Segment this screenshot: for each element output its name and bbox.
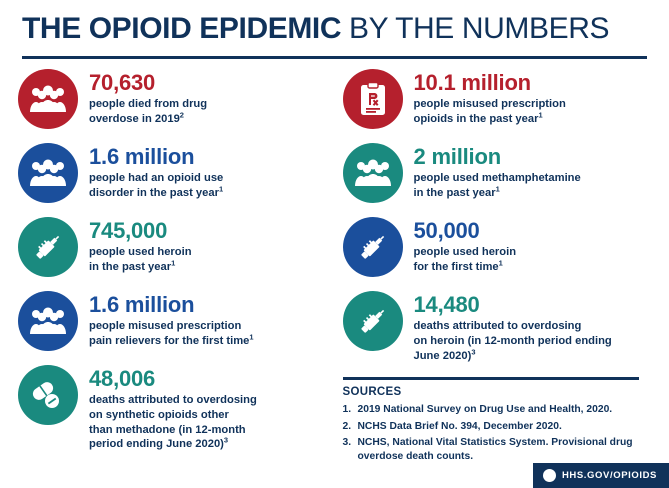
stat-description <box>414 319 612 363</box>
stat-text <box>89 217 192 275</box>
stat-desc-line: deaths attributed to overdosing <box>413 320 582 333</box>
stat-footnote-ref: 1 <box>538 110 543 120</box>
stat-item <box>343 291 652 363</box>
stat-desc-line: in the past year <box>89 260 172 273</box>
sources-heading: SOURCES <box>342 386 402 399</box>
stat-number: 1.6 million <box>89 144 195 169</box>
pills-icon <box>30 380 66 410</box>
stat-badge <box>343 143 403 203</box>
stat-desc-line: on heroin (in 12-month period ending <box>413 334 612 347</box>
stat-item <box>18 365 329 452</box>
footer-label: HHS.GOV/OPIOIDS <box>561 470 657 481</box>
source-number: 3. <box>342 436 352 448</box>
stat-footnote-ref: 1 <box>495 184 500 194</box>
stat-desc-line: people used heroin <box>89 246 192 259</box>
stat-text <box>89 365 257 452</box>
syringe-icon <box>30 229 66 265</box>
stat-item <box>18 291 329 351</box>
stat-description <box>89 393 257 452</box>
stat-item <box>18 143 329 203</box>
stat-desc-line: pain relievers for the first time <box>89 334 250 347</box>
stat-description <box>414 245 517 275</box>
sources-divider <box>343 377 639 380</box>
stat-number: 10.1 million <box>413 70 531 95</box>
source-item <box>343 420 652 434</box>
stat-footnote-ref: 3 <box>223 435 229 445</box>
stat-description <box>89 97 207 127</box>
sources-block <box>343 377 652 464</box>
stat-text <box>89 291 254 349</box>
stat-desc-line: period ending June 2020) <box>89 438 224 451</box>
source-item <box>343 403 652 417</box>
stat-footnote-ref: 1 <box>218 184 224 194</box>
stat-number: 48,006 <box>89 366 156 391</box>
stat-description <box>89 245 192 275</box>
source-item <box>343 436 652 464</box>
people-group-icon <box>29 306 67 336</box>
stat-desc-line: deaths attributed to overdosing <box>89 394 257 407</box>
stat-text <box>89 69 207 127</box>
source-text: 2019 National Survey on Drug Use and Health, 2020. <box>357 404 613 416</box>
stat-desc-line: people had an opioid use <box>89 172 224 185</box>
clipboard-prescription-icon <box>357 81 389 117</box>
stat-description <box>414 97 566 127</box>
hhs-logo-icon <box>543 469 556 482</box>
stat-footnote-ref: 2 <box>179 110 184 120</box>
stat-footnote-ref: 1 <box>171 258 176 268</box>
stat-desc-line: opioids in the past year <box>413 112 539 125</box>
stat-badge <box>18 69 78 129</box>
syringe-icon <box>355 229 391 265</box>
source-text: NCHS Data Brief No. 394, December 2020. <box>357 420 562 432</box>
stat-number: 2 million <box>413 144 501 169</box>
stat-footnote-ref: 1 <box>498 258 503 268</box>
stat-desc-line: people misused prescription <box>89 320 242 333</box>
stat-desc-line: people died from drug <box>89 98 208 111</box>
people-group-icon <box>354 158 392 188</box>
stat-footnote-ref: 1 <box>249 332 254 342</box>
stat-desc-line: people used methamphetamine <box>413 172 581 185</box>
stat-badge <box>18 291 78 351</box>
stat-desc-line: people used heroin <box>413 246 517 259</box>
stat-badge <box>18 365 78 425</box>
source-number: 1. <box>342 404 352 416</box>
syringe-icon <box>355 303 391 339</box>
stat-desc-line: for the first time <box>413 260 499 273</box>
source-text: NCHS, National Vital Statistics System. Provisional drug overdose death counts. <box>357 436 633 463</box>
stat-number: 14,480 <box>413 292 480 317</box>
stat-badge <box>343 291 403 351</box>
stat-text <box>414 217 517 275</box>
stat-desc-line: people misused prescription <box>413 98 566 111</box>
stats-column-left <box>18 69 335 466</box>
stat-desc-line: on synthetic opioids other <box>89 408 229 421</box>
stat-description <box>89 319 254 349</box>
stat-number: 70,630 <box>89 70 156 95</box>
stat-badge <box>18 143 78 203</box>
page-title-light: BY THE NUMBERS <box>341 12 610 45</box>
stat-item <box>18 217 329 277</box>
stat-badge <box>18 217 78 277</box>
stat-text <box>89 143 223 201</box>
page-title <box>22 14 669 44</box>
people-group-icon <box>29 158 67 188</box>
stat-text <box>414 143 581 201</box>
stat-number: 50,000 <box>413 218 480 243</box>
stat-description <box>89 171 223 201</box>
stat-desc-line: in the past year <box>413 186 496 199</box>
stat-badge <box>343 69 403 129</box>
stat-desc-line: than methadone (in 12-month <box>89 423 246 436</box>
stat-desc-line: June 2020) <box>413 349 472 362</box>
stats-column-right <box>335 69 652 466</box>
stat-text <box>414 69 566 127</box>
stat-text <box>414 291 612 363</box>
people-group-icon <box>29 84 67 114</box>
stat-item <box>18 69 329 129</box>
stat-number: 1.6 million <box>89 292 195 317</box>
source-number: 2. <box>342 420 352 432</box>
sources-list <box>343 403 652 464</box>
stat-item <box>343 143 652 203</box>
page-title-bold: THE OPIOID EPIDEMIC <box>22 12 342 45</box>
footer-bar[interactable] <box>533 463 669 488</box>
stats-columns <box>0 59 669 466</box>
title-block <box>0 0 669 50</box>
stat-badge <box>343 217 403 277</box>
stat-number: 745,000 <box>89 218 168 243</box>
stat-item <box>343 69 652 129</box>
stat-footnote-ref: 3 <box>471 346 476 356</box>
stat-desc-line: disorder in the past year <box>89 186 219 199</box>
stat-item <box>343 217 652 277</box>
stat-desc-line: overdose in 2019 <box>89 112 180 125</box>
stat-description <box>414 171 581 201</box>
